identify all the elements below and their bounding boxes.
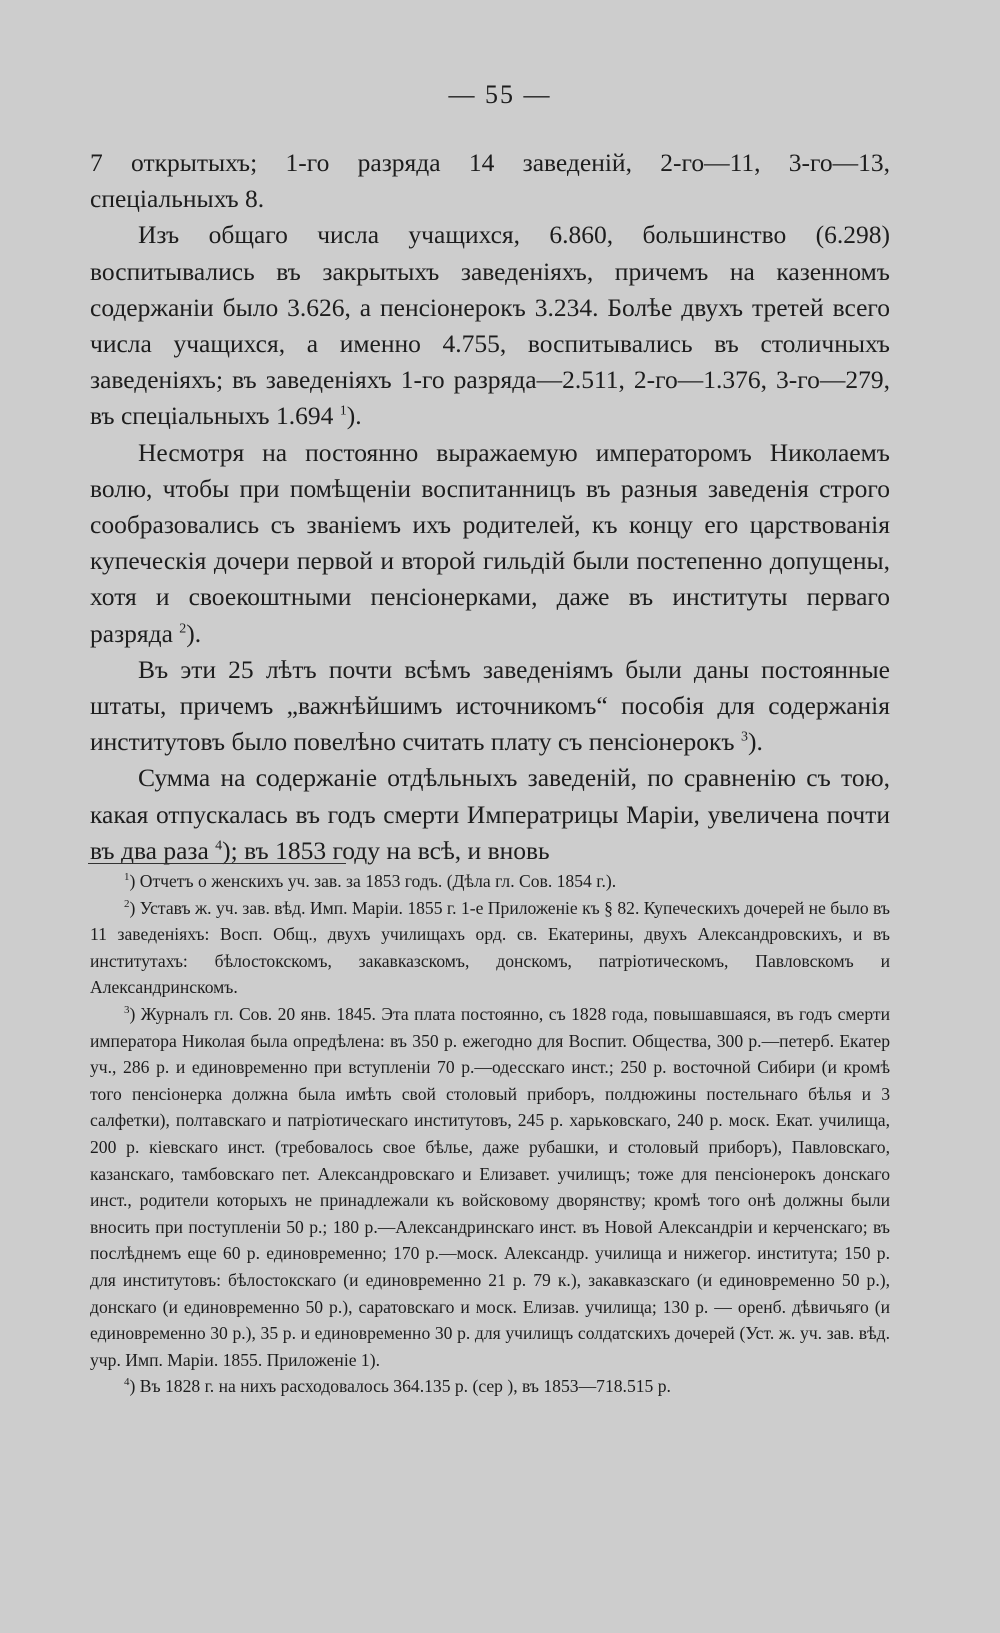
main-text: [90, 145, 890, 869]
footnote: $^4$) Въ 1828 г. на нихъ расходовалось 364.135 р. (сер ), въ 1853—718.515 р.: [124, 1376, 671, 1397]
paragraph: 7 открытыхъ; 1-го разряда 14 заведеній, 2-го—11, 3-го—13, спеціальныхъ 8.: [90, 148, 890, 214]
footnote-ref: 3: [740, 729, 748, 745]
footnote: $^3$) Журналъ гл. Сов. 20 янв. 1845. Эта плата постоянно, съ 1828 года, повышавшаяся, въ годъ смерти императора Николая была опредѣлена: въ 350 р. ежегодно для Воспит. Общества, 300 р.—петерб. Екатер уч., 286 р. и единовременно при вступленіи 70 р.—одесскаго инст.; 250 р. восточной Сибири (и кромѣ того пенсіонерка должна была имѣть свой столовый приборъ, полдюжины постельнаго бѣлья и 3 салфетки), полтавскаго и патріотическаго институтовъ, 245 р. харьковскаго, 240 р. моск. Екат. училища, 200 р. кіевскаго инст. (требовалось свое бѣлье, даже рубашки, и столовый приборъ), Павловскаго, казанскаго, тамбовскаго пет. Александровскаго и Елизавет. училищъ; тоже для пенсіонерокъ донскаго инст., родители которыхъ не принадлежали къ войсковому дворянству; кромѣ того онѣ должны были вносить при поступленіи 50 р.; 180 р.—Александринскаго инст. въ Новой Александріи и керченскаго; въ послѣднемъ еще 60 р. единовременно; 170 р.—моск. Александр. училища и нижегор. института; 150 р. для институтовъ: бѣлостокскаго (и единовременно 21 р. 79 к.), закавказскаго (и единовременно 50 р.), донскаго (и единовременно 50 р.), саратовскаго и моск. Елизав. училища; 130 р. — оренб. дѣвичьяго (и единовременно 30 р.), 35 р. и единовременно 30 р. для училищъ солдатскихъ дочерей (Уст. ж. уч. зав. вѣд. учр. Имп. Маріи. 1855. Приложеніе 1).: [90, 1003, 890, 1370]
paragraph: Изъ общаго числа учащихся, 6.860, большинство (6.298) воспитывались въ закрытыхъ заведеніяхъ, причемъ на казенномъ содержаніи было 3.626, а пенсіонерокъ 3.234. Болѣе двухъ третей всего числа учащихся, а именно 4.755, воспитывались въ столичныхъ заведеніяхъ; въ заведеніяхъ 1-го разряда—2.511, 2-го—1.376, 3-го—279, въ спеціальныхъ 1.694 $^1$).: [90, 220, 890, 431]
paragraph: Несмотря на постоянно выражаемую императоромъ Николаемъ волю, чтобы при помѣщеніи воспитанницъ въ разныя заведенія строго сообразовались съ званіемъ ихъ родителей, къ концу его царствованія купеческія дочери первой и второй гильдій были постепенно допущены, хотя и своекоштными пенсіонерками, даже въ институты перваго разряда $^2$).: [90, 437, 890, 648]
footnote-mark: 1: [124, 871, 130, 884]
footnote-divider: [88, 863, 346, 864]
footnote-ref: 2: [179, 621, 187, 637]
page-number: — 55 —: [448, 80, 552, 109]
paragraph: Сумма на содержаніе отдѣльныхъ заведеній, по сравненію съ тою, какая отпускалась въ годъ смерти Императрицы Маріи, увеличена почти въ два раза $^4$); въ 1853 году на всѣ, и вновь: [90, 763, 890, 865]
footnote-mark: 2: [124, 897, 130, 910]
footnote: $^2$) Уставъ ж. уч. зав. вѣд. Имп. Маріи. 1855 г. 1-е Приложеніе къ § 82. Купеческихъ дочерей не было въ 11 заведеніяхъ: Восп. Общ., двухъ училищахъ орд. св. Екатерины, двухъ Александровскихъ, и въ институтахъ: бѣлостокскомъ, закавказскомъ, донскомъ, патріотическомъ, Павловскомъ и Александринскомъ.: [90, 897, 890, 998]
footnote-mark: 3: [124, 1004, 130, 1017]
footnote-ref: 4: [215, 838, 223, 854]
footnote-mark: 4: [124, 1376, 130, 1389]
paragraph: Въ эти 25 лѣтъ почти всѣмъ заведеніямъ были даны постоянные штаты, причемъ „важнѣйшимъ источникомъ“ пособія для содержанія институтовъ было повелѣно считать плату съ пенсіонерокъ $^3$).: [90, 654, 890, 757]
footnote: $^1$) Отчетъ о женскихъ уч. зав. за 1853 годъ. (Дѣла гл. Сов. 1854 г.).: [124, 871, 617, 891]
footnotes: [90, 868, 890, 1400]
footnote-ref: 1: [339, 403, 347, 419]
